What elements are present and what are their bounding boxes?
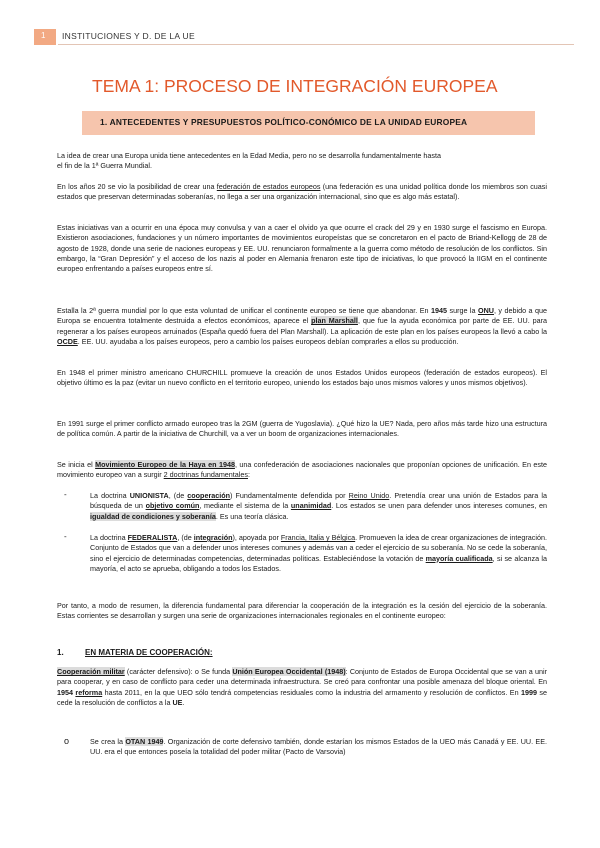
onu-term: ONU — [477, 306, 494, 315]
text: Se inicia el — [57, 460, 96, 469]
page-number: 1 — [41, 31, 46, 40]
federalist-term: FEDERALISTA — [127, 533, 178, 542]
text: . Es una teoría clásica. — [215, 511, 289, 521]
text: . EE. UU. ayudaba a los países europeos, pero a cambio los países europeos debían comprarles a ellos su producción. — [77, 336, 459, 346]
qualified-majority-term: mayoría cualificada — [425, 553, 493, 563]
marshall-term: plan Marshall — [311, 316, 358, 326]
text: (carácter defensivo): o Se funda — [124, 667, 233, 676]
uk-term: Reino Unido — [348, 491, 390, 500]
header-rule — [58, 44, 574, 45]
doctrine-unionist — [90, 491, 547, 522]
text: surge la — [447, 306, 478, 315]
text: La doctrina — [90, 533, 128, 542]
subheading-cooperation — [57, 648, 213, 657]
text: se cede la resolución de conflictos a la — [57, 687, 547, 707]
text: Se crea la — [90, 737, 126, 746]
text: (una federación es una unidad política donde los miembros son cuasi estados que preservan determinadas soberanías, no llega a ser una organización internacional, sino que es algo más estatal). — [57, 182, 547, 202]
text: , y debido a que Europa se encuentra totalmente destruida a efectos económicos, aparece el — [57, 306, 547, 326]
chapter-title: TEMA 1: PROCESO DE INTEGRACIÓN EUROPEA — [92, 76, 498, 96]
section-heading: 1. ANTECEDENTES Y PRESUPUESTOS POLÍTICO-CONÓMICO DE LA UNIDAD EUROPEA — [100, 117, 468, 127]
year-1954: 1954 — [57, 687, 73, 697]
text: hasta 2011, en la que UEO sólo tendrá competencias residuales como la industria del armamento y resolución de conflictos. En — [102, 687, 521, 697]
paragraph-9 — [57, 667, 547, 708]
dash-bullet: - — [64, 490, 67, 499]
text: . — [182, 697, 185, 707]
paragraph-8: Por tanto, a modo de resumen, la diferencia fundamental para diferenciar la cooperación de la integración es la cesión del ejercicio de la soberanía. Estas corrientes se desarrollan y surgen una serie de organizaciones internacionales regionales en el continente europeo: — [57, 601, 547, 621]
equality-term: igualdad de condiciones y soberanía — [90, 511, 216, 521]
countries-term: Francia, Italia y Bélgica — [280, 533, 356, 542]
paragraph-1-line-2: el fin de la 1ª Guerra Mundial. — [57, 161, 152, 171]
text: , que fue la ayuda económica por parte de EE. UU. para regenerar a los países europeos arruinados (España quedó fuera del Plan Marshall). La aplicación de este plan en los países europeos la llevó a cabo la — [57, 316, 547, 336]
text: ) Fundamentalmente defendida por — [230, 491, 349, 500]
page-header — [34, 29, 574, 45]
text: . Promueven la idea de crear organizaciones de integración. Conjunto de Estados que van a defender unos intereses comunes y además van a ceder el ejercicio de su soberanía. No se cede la soberanía, sino el ejercicio de determinadas competencias, determinadas políticas. Estableciéndose la votación de — [90, 533, 547, 563]
common-goal-term: objetivo común — [145, 501, 200, 511]
paragraph-1 — [57, 151, 547, 172]
text: La doctrina — [90, 491, 130, 500]
text: En los años 20 se vio la posibilidad de crear una — [57, 182, 217, 191]
text: . Organización de corte defensivo también, donde estarían los mismos Estados de la UEO más Canadá y EE. UU. EE. UU. era el que entonces poseía la totalidad del poder militar (Pacto de Varsovia) — [90, 737, 547, 757]
unanimity-term: unanimidad — [290, 501, 332, 511]
page-number-badge — [34, 29, 56, 45]
cooperation-term: cooperación — [187, 491, 231, 500]
reform-term: reforma — [75, 687, 103, 697]
text: , (de — [168, 491, 188, 500]
paragraph-2 — [57, 182, 547, 203]
text: : — [247, 470, 250, 480]
paragraph-7 — [57, 460, 547, 481]
subheading-text: EN MATERIA DE COOPERACIÓN: — [85, 648, 213, 657]
federation-term: federación de estados europeos — [216, 182, 321, 191]
text: , si se alcanza la mayoría, el acto se aprueba, obligando a todos los Estados. — [90, 553, 548, 573]
text: : Conjunto de Estados de Europa Occidental que se van a unir para cooperar, y en caso de conflicto para ceder una determinada infraestructura. Se creó para confrontar una posible amenaza del bloque oriental. En — [57, 667, 547, 687]
paragraph-6: En 1991 surge el primer conflicto armado europeo tras la 2GM (guerra de Yugoslavia). ¿Qué hizo la UE? Nada, pero años más tarde hizo una estructura de política común. A partir de la iniciativa de Churchill, va a ver un boom de organizaciones internacionales. — [57, 419, 547, 439]
paragraph-1-line-1: La idea de crear una Europa unida tiene antecedentes en la Edad Media, pero no se desarrolla fundamentalmente hasta — [57, 151, 441, 160]
doctrine-federalist — [90, 533, 547, 574]
paragraph-5: En 1948 el primer ministro americano CHURCHILL promueve la creación de unos Estados Unidos europeos (federación de estados europeos). El objetivo último es la paz (evitar un nuevo conflicto en el territorio europeo, uniendo los estados bajo unos mismos valores y unos mismos objetivos). — [57, 368, 547, 388]
otan-item — [90, 737, 547, 758]
year-1945: 1945 — [431, 306, 448, 315]
dash-bullet: - — [64, 532, 67, 541]
text: . Los estados se unen para defender unos intereses comunes, en — [331, 501, 547, 511]
text: , mediante el sistema de la — [199, 501, 291, 511]
otan-term: OTAN 1949 — [125, 737, 164, 746]
text: Estalla la 2ª guerra mundial por lo que esta voluntad de unificar el continente europeo se tiene que abandonar. En — [57, 306, 432, 315]
text: , una confederación de asociaciones nacionales que proponían opciones de unificación. En este movimiento europeo van a surgir — [57, 460, 547, 480]
ocde-term: OCDE — [57, 336, 78, 346]
paragraph-3: Estas iniciativas van a ocurrir en una época muy convulsa y van a caer el olvido ya que ocurre el crack del 29 y en 1930 surge el fascismo en Europa. Existieron asociaciones, fundaciones y un número importantes de movimientos europeístas que se concretaron en el pacto de Briand-Kellogg de 28 de agosto de 1928, donde una serie de naciones europeas y EE. UU. renunciaron formalmente a la guerra como método de resolución de los conflictos. Sin embargo, la “Gran Depresión” y el acceso de los nazis al poder en Alemania frenaron este tipo de iniciativas, lo que provocó la IIGM en el continente europeo enfrentando a países europeos entre sí. — [57, 223, 547, 274]
paragraph-4 — [57, 306, 547, 347]
circle-bullet: o — [64, 736, 70, 746]
movement-term: Movimiento Europeo de la Haya en 1948 — [95, 460, 235, 469]
text: , (de — [177, 533, 194, 542]
military-cooperation-term: Cooperación militar — [57, 667, 125, 676]
ueo-term: Unión Europea Occidental (1948) — [232, 667, 346, 676]
text: ), apoyada por — [232, 533, 281, 542]
unionist-term: UNIONISTA — [129, 491, 169, 500]
doctrines-term: 2 doctrinas fundamentales — [163, 470, 248, 480]
subheading-number: 1. — [57, 648, 64, 657]
integration-term: integración — [193, 533, 233, 542]
section-band — [82, 111, 535, 135]
text: . Pretendía crear una unión de Estados para la búsqueda de un — [90, 491, 547, 511]
header-title: INSTITUCIONES Y D. DE LA UE — [62, 31, 195, 41]
ue-term: UE — [172, 697, 183, 707]
year-1999: 1999 — [521, 687, 537, 697]
